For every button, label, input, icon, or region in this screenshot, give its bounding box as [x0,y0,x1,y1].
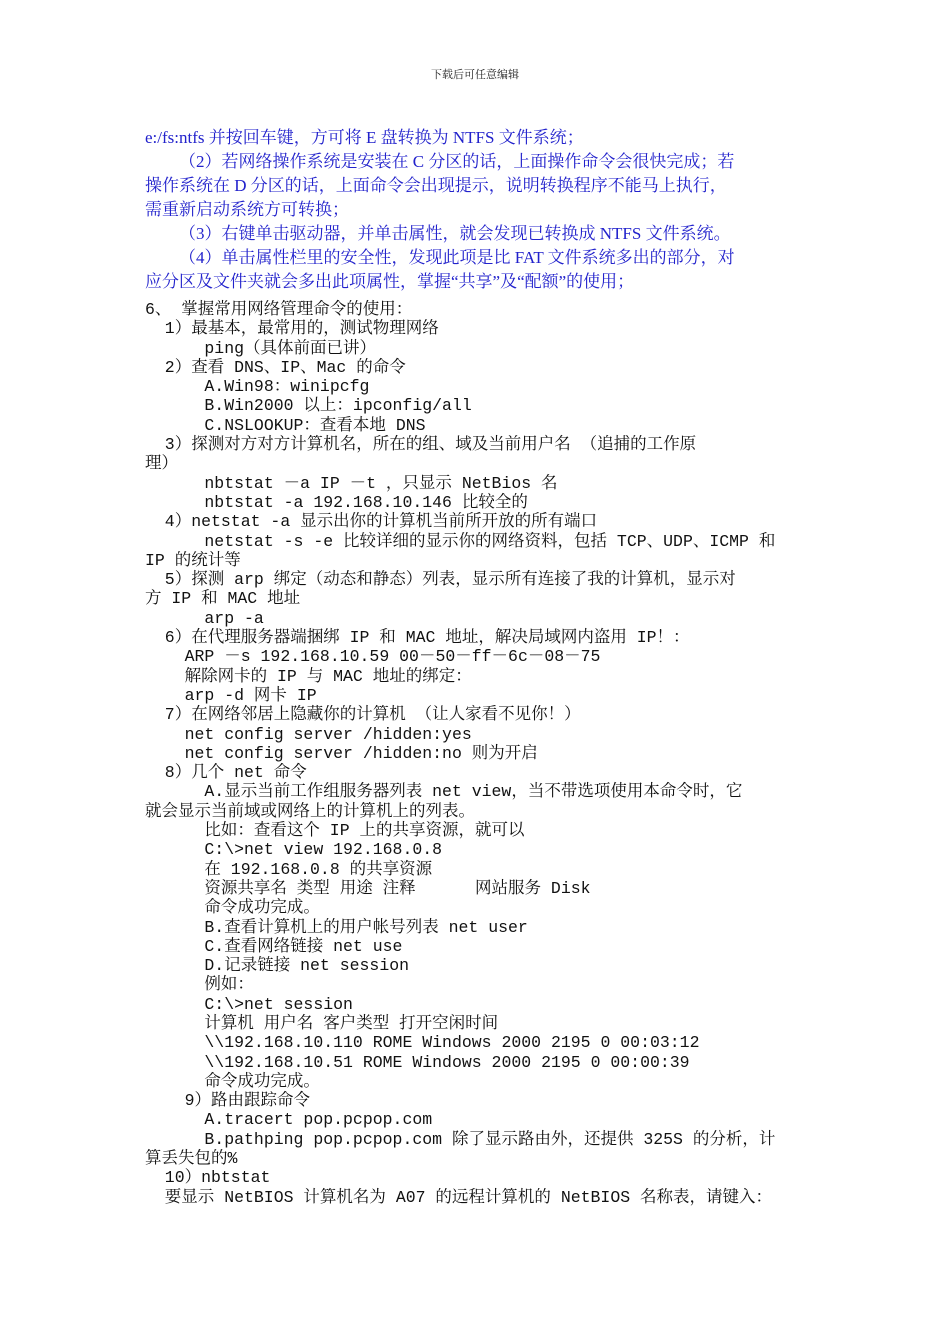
body-line: 在 192.168.0.8 的共享资源 [145,859,433,879]
body-line: C.查看网络链接 net use [145,936,403,956]
body-line: 6、 掌握常用网络管理命令的使用： [145,300,413,319]
body-line: A.tracert pop.pcpop.com [145,1110,433,1130]
body-line: 命令成功完成。 [145,898,320,918]
body-line: 10）nbtstat [145,1168,271,1188]
body-line: 7）在网络邻居上隐藏你的计算机 （让人家看不见你！） [145,705,581,725]
body-line: D.记录链接 net session [145,956,410,976]
body-line: 解除网卡的 IP 与 MAC 地址的绑定： [145,666,472,686]
body-line: nbtstat －a IP －t ，只显示 NetBios 名 [145,473,558,493]
body-line: C:\>net session [145,994,353,1014]
body-line: ping（具体前面已讲） [145,338,377,358]
body-line: B.查看计算机上的用户帐号列表 net user [145,917,528,937]
body-line: 2）查看 DNS、IP、Mac 的命令 [145,357,406,377]
body-line: nbtstat -a 192.168.10.146 比较全的 [145,492,528,512]
body-line: 5）探测 arp 绑定（动态和静态）列表，显示所有连接了我的计算机，显示对 [145,570,736,590]
body-line: 就会显示当前域或网络上的计算机上的列表。 [145,801,475,821]
body-line: net config server /hidden:yes [145,724,472,744]
intro-line: （3）右键单击驱动器，并单击属性，就会发现已转换成 NTFS 文件系统。 [179,224,731,243]
body-line: B.pathping pop.pcpop.com 除了显示路由外，还提供 325S 的分析，计 [145,1129,776,1149]
body-line: 1）最基本，最常用的，测试物理网络 [145,319,439,339]
body-line: 资源共享名 类型 用途 注释 网站服务 Disk [145,878,591,898]
body-line: 计算机 用户名 客户类型 打开空闲时间 [145,1013,499,1033]
body-line: 理） [145,454,178,474]
body-line: C.NSLOOKUP：查看本地 DNS [145,415,426,435]
page-header: 下载后可任意编辑 [431,68,519,81]
body-line: A.显示当前工作组服务器列表 net view，当不带选项使用本命令时，它 [145,782,743,802]
body-text [145,300,815,1207]
intro-line: 操作系统在 D 分区的话，上面命令会出现提示，说明转换程序不能马上执行， [145,176,727,195]
body-line: netstat -s -e 比较详细的显示你的网络资料，包括 TCP、UDP、ICMP 和 [145,531,776,551]
intro-line: 需重新启动系统方可转换； [145,200,349,219]
intro-section [145,126,815,294]
intro-line: 应分区及文件夹就会多出此项属性，掌握“共享”及“配额”的使用； [145,272,635,291]
body-line: arp -d 网卡 IP [145,685,317,705]
body-line: 例如： [145,975,254,995]
body-line: 要显示 NetBIOS 计算机名为 A07 的远程计算机的 NetBIOS 名称表，请键入： [145,1187,773,1207]
intro-line: （4）单击属性栏里的安全性，发现此项是比 FAT 文件系统多出的部分，对 [179,248,735,267]
body-line: \\192.168.10.110 ROME Windows 2000 2195 0 00:03:12 [145,1033,700,1053]
body-line: 6）在代理服务器端捆绑 IP 和 MAC 地址，解决局域网内盗用 IP！： [145,628,690,648]
body-line: 3）探测对方对方计算机名，所在的组、域及当前用户名 （追捕的工作原 [145,435,697,455]
intro-line: e:/fs:ntfs 并按回车键，方可将 E 盘转换为 NTFS 文件系统； [145,128,584,147]
body-line: \\192.168.10.51 ROME Windows 2000 2195 0 00:00:39 [145,1052,690,1072]
body-line: 9）路由跟踪命令 [145,1091,311,1111]
body-line: B.Win2000 以上：ipconfig/all [145,396,472,416]
body-line: 4）netstat -a 显示出你的计算机当前所开放的所有端口 [145,512,598,532]
body-line: arp -a [145,608,264,628]
body-line: A.Win98：winipcfg [145,377,370,397]
body-line: C:\>net view 192.168.0.8 [145,840,443,860]
body-line: ARP －s 192.168.10.59 00－50－ff－6c－08－75 [145,647,601,667]
intro-line: （2）若网络操作系统是安装在 C 分区的话，上面操作命令会很快完成；若 [179,152,735,171]
body-line: 8）几个 net 命令 [145,763,307,783]
body-line: IP 的统计等 [145,550,241,570]
body-line: 方 IP 和 MAC 地址 [145,589,301,609]
body-line: 命令成功完成。 [145,1071,320,1091]
body-line: 比如：查看这个 IP 上的共享资源，就可以 [145,821,525,841]
body-line: 算丢失包的% [145,1149,238,1169]
body-line: net config server /hidden:no 则为开启 [145,743,538,763]
